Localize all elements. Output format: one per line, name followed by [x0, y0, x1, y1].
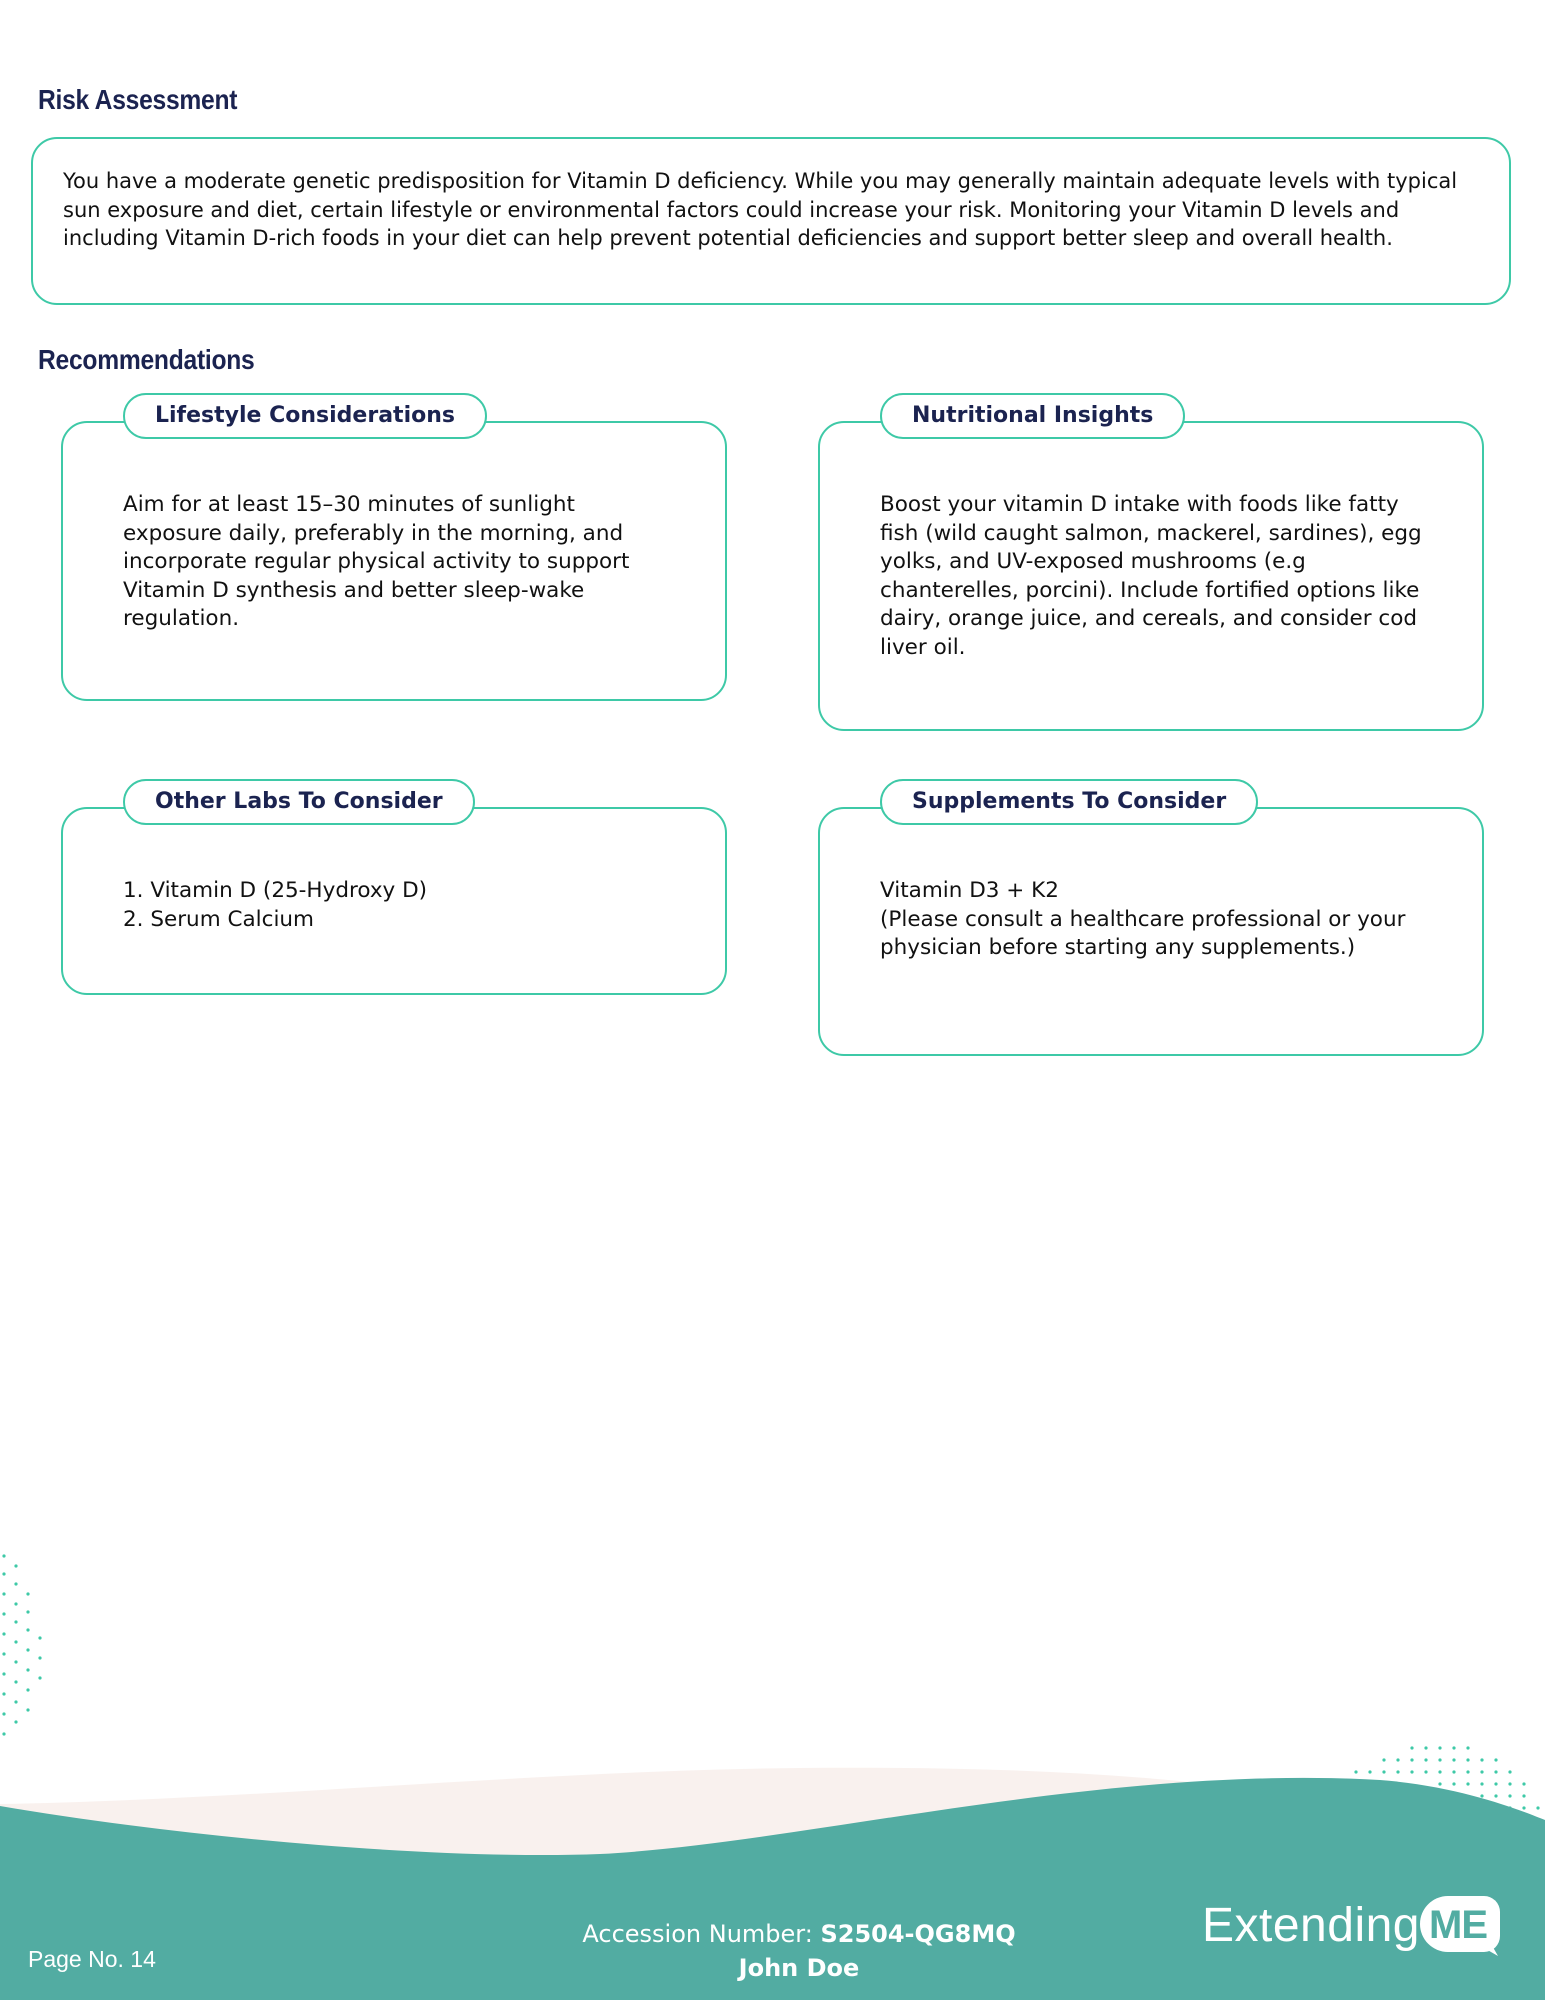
supplements-card [818, 788, 1484, 1056]
labs-list-item: 2. Serum Calcium [123, 906, 314, 932]
lifestyle-card-text: Aim for at least 15–30 minutes of sunlight exposure daily, preferably in the morning, and incorporate regular physical activity to support Vitamin D synthesis and better sleep-wake regulation. [123, 492, 630, 631]
risk-assessment-text: You have a moderate genetic predisposition for Vitamin D deficiency. While you may generally maintain adequate levels with typical sun exposure and diet, certain lifestyle or environmental factors could increase your risk. Monitoring your Vitamin D levels and including Vitamin D-rich foods in your diet can help prevent potential deficiencies and support better sleep and overall health. [63, 169, 1458, 250]
accession-label: Accession Number: [582, 1920, 813, 1948]
lifestyle-card [61, 402, 727, 701]
logo-wordmark: Extending [1202, 1898, 1420, 1952]
nutrition-card-text: Boost your vitamin D intake with foods like fatty fish (wild caught salmon, mackerel, sardines), egg yolks, and UV-exposed mushrooms (e.g chanterelles, porcini). Include fortified options like dairy, orange juice, and cereals, and consider cod liver oil. [880, 492, 1422, 660]
nutrition-card [818, 402, 1484, 731]
logo-mark-text: ME [1429, 1902, 1487, 1947]
risk-assessment-box [31, 137, 1511, 305]
extendingme-logo [1202, 1890, 1502, 1960]
supplements-card-body [880, 877, 1424, 963]
patient-name: John Doe [738, 1954, 860, 1982]
nutrition-card-label: Nutritional Insights [880, 393, 1185, 439]
supplement-name: Vitamin D3 + K2 [880, 878, 1059, 903]
page-number: Page No. 14 [28, 1946, 156, 1972]
lifestyle-card-label: Lifestyle Considerations [123, 393, 487, 439]
logo-mark [1414, 1892, 1502, 1958]
labs-card-label: Other Labs To Consider [123, 779, 475, 825]
labs-list [123, 877, 667, 934]
risk-assessment-title: Risk Assessment [38, 84, 238, 115]
labs-card [61, 788, 727, 995]
supplement-note: (Please consult a healthcare professional or your physician before starting any supplements.) [880, 906, 1406, 960]
accession-value: S2504-QG8MQ [820, 1920, 1016, 1948]
recommendations-title: Recommendations [38, 344, 255, 375]
decorative-dots-left [0, 1550, 60, 1750]
labs-list-item: 1. Vitamin D (25-Hydroxy D) [123, 878, 428, 903]
supplements-card-label: Supplements To Consider [880, 779, 1258, 825]
